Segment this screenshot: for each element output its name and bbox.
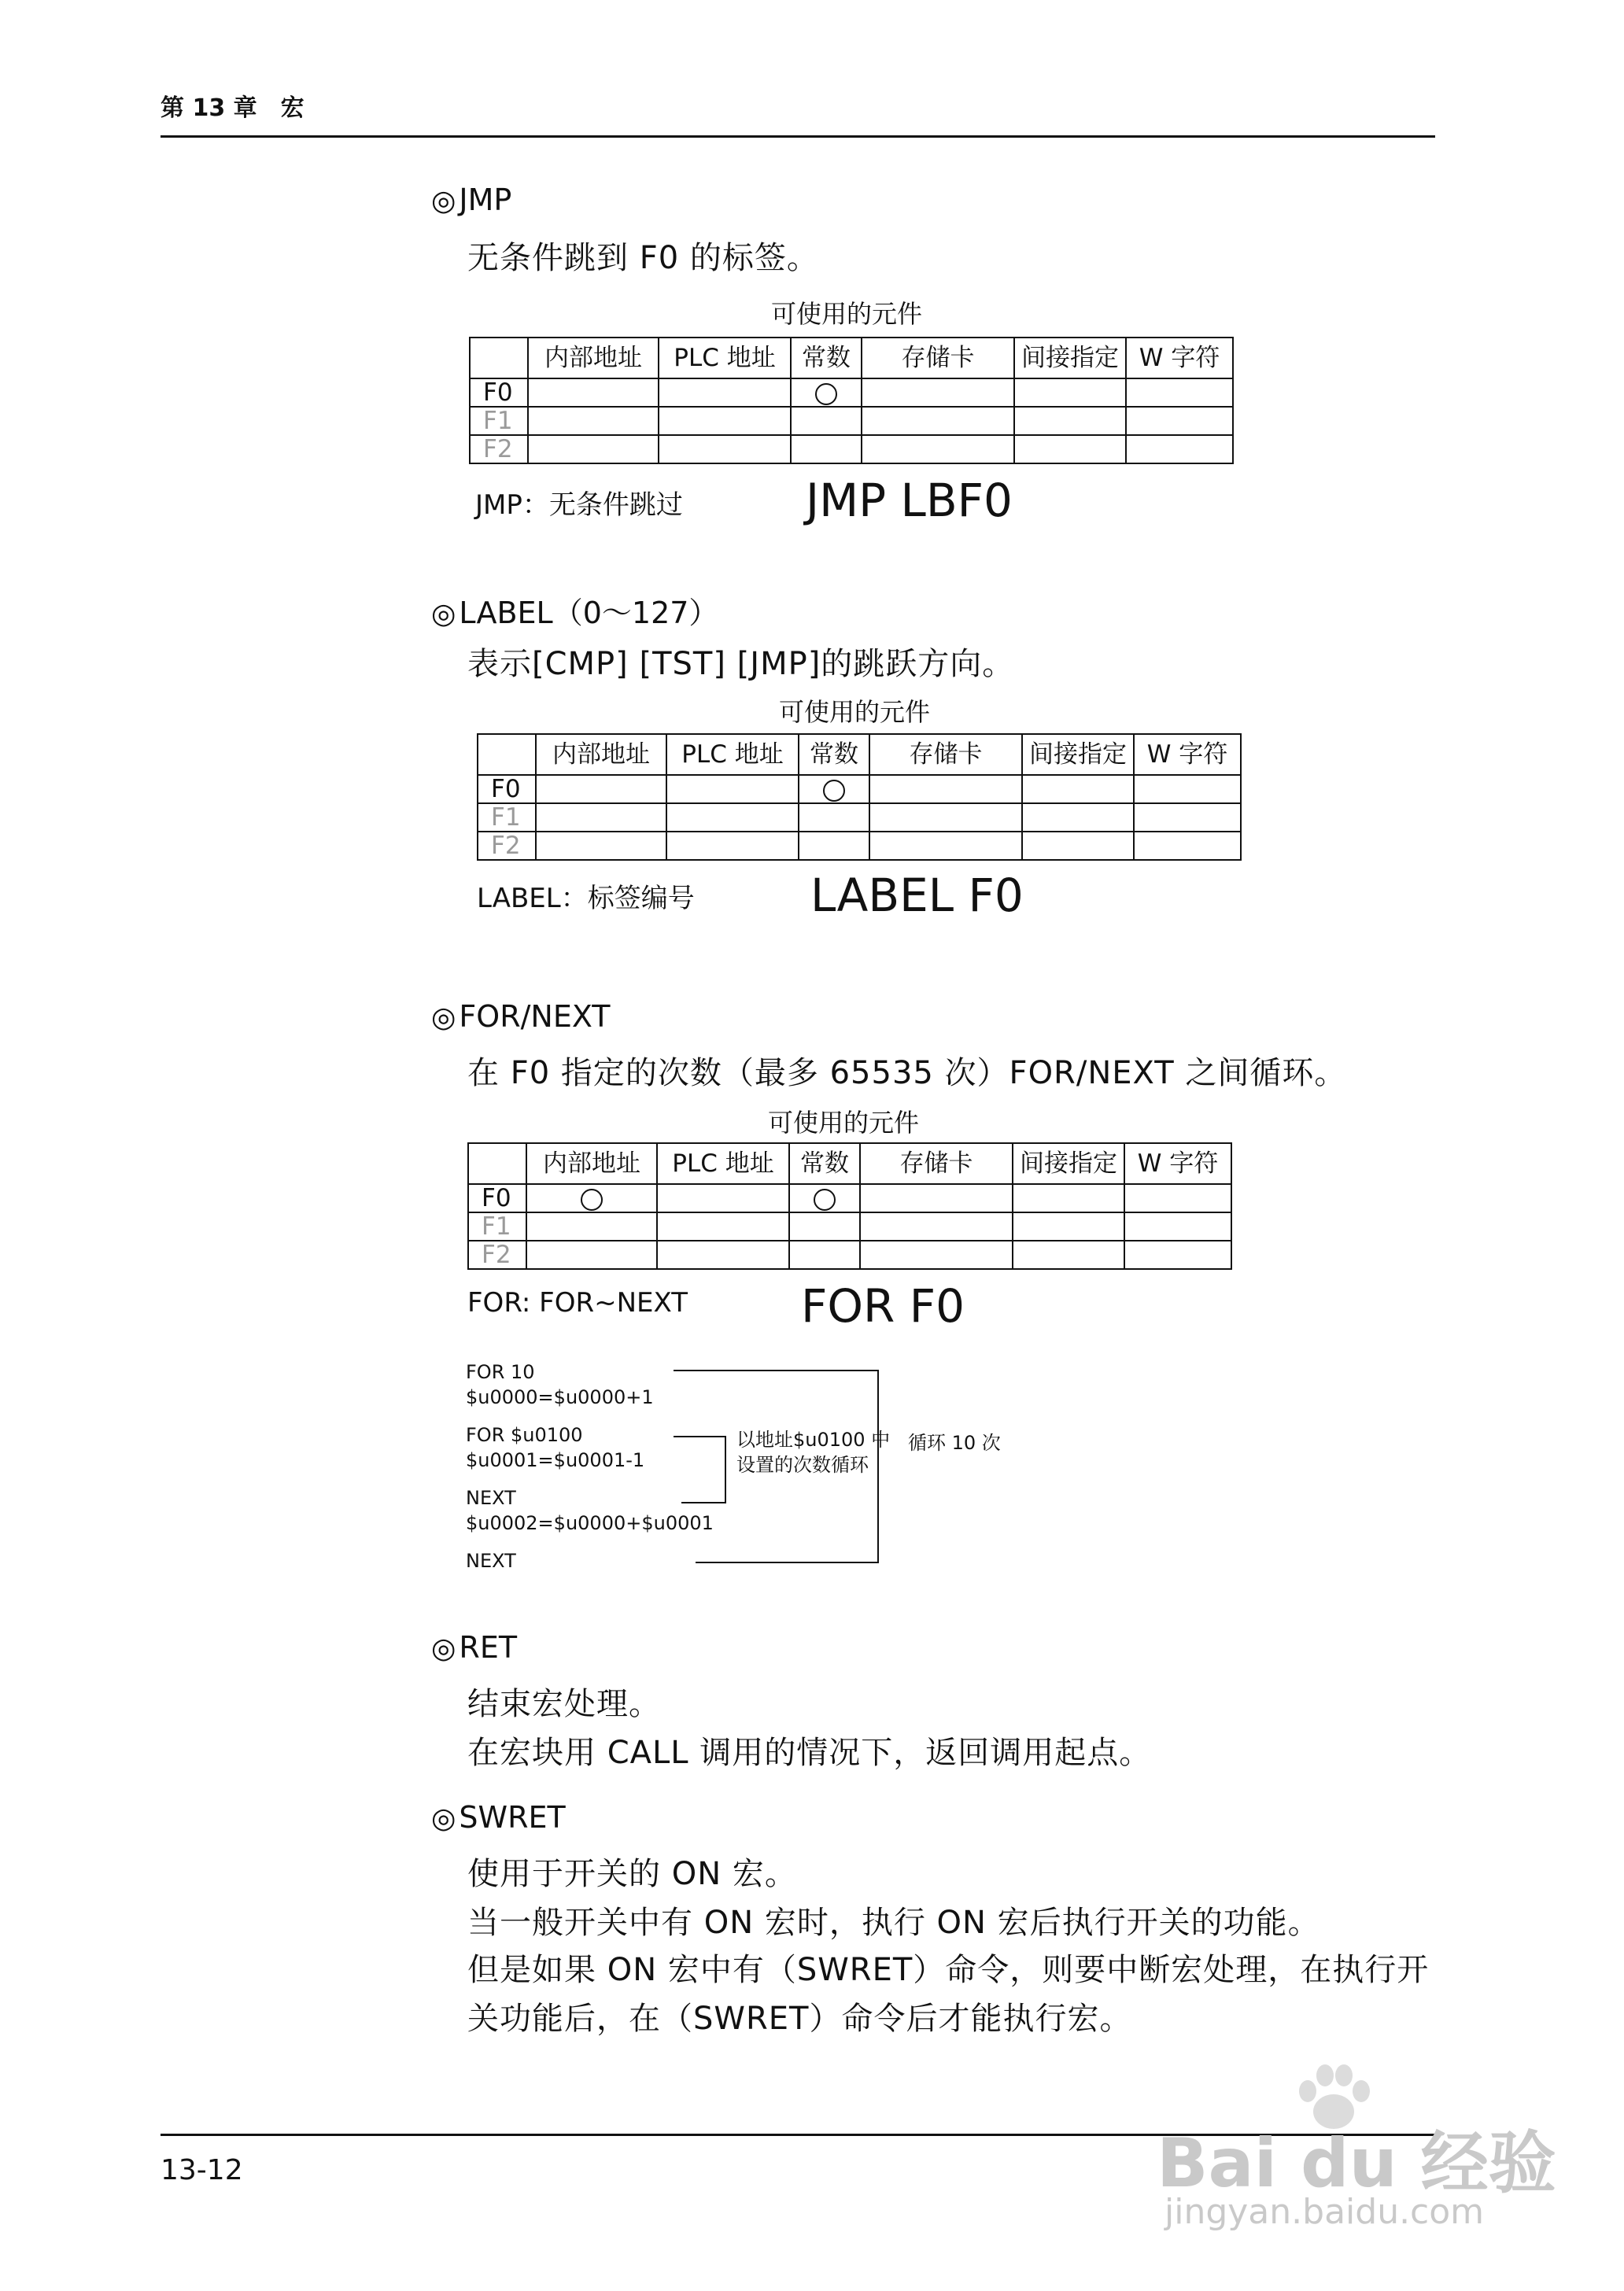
table-header-row — [468, 1143, 1231, 1184]
bullet-mark: ◎ — [431, 185, 456, 217]
section-title-label — [431, 588, 718, 632]
header-cell: 存储卡 — [862, 338, 1014, 378]
swret-line: 但是如果 ON 宏中有（SWRET）命令，则要中断宏处理，在执行开 — [467, 1952, 1430, 1988]
fornext-description: 在 F0 指定的次数（最多 65535 次）FOR/NEXT 之间循环。 — [467, 1055, 1347, 1091]
table-row — [478, 803, 1241, 832]
code-line: FOR $u0100 — [466, 1424, 583, 1446]
ret-title: RET — [459, 1630, 518, 1665]
row-label: F0 — [478, 775, 536, 803]
header-cell: PLC 地址 — [659, 338, 791, 378]
code-line: NEXT — [466, 1550, 516, 1572]
page-number: 13-12 — [161, 2154, 243, 2186]
circle-mark-icon — [823, 780, 845, 802]
jmp-title: JMP — [459, 183, 512, 217]
header-cell: 常数 — [791, 338, 862, 378]
header-cell — [478, 734, 536, 775]
header-cell: 存储卡 — [869, 734, 1022, 775]
swret-title: SWRET — [459, 1800, 566, 1835]
table-row — [468, 1184, 1231, 1212]
outer-loop-note: 循环 10 次 — [908, 1432, 1001, 1454]
header-cell: W 字符 — [1126, 338, 1233, 378]
row-label: F0 — [470, 378, 528, 407]
swret-line: 使用于开关的 ON 宏。 — [467, 1856, 797, 1892]
jmp-table-caption: 可使用的元件 — [771, 299, 923, 329]
swret-line: 当一般开关中有 ON 宏时，执行 ON 宏后执行开关的功能。 — [467, 1905, 1320, 1941]
section-title-fornext — [431, 999, 610, 1034]
row-label: F2 — [478, 832, 536, 860]
label-title: LABEL（0～127） — [459, 596, 719, 630]
label-syntax-label: LABEL：标签编号 — [477, 883, 695, 914]
header-rule — [161, 135, 1435, 138]
row-label: F2 — [470, 435, 528, 463]
inner-loop-bracket — [674, 1437, 725, 1503]
inner-loop-note-1: 以地址$u0100 中 — [736, 1429, 891, 1451]
watermark-brand: Bai du 经验 — [1157, 2124, 1556, 2203]
table-header-row — [470, 338, 1233, 378]
section-title-swret — [431, 1800, 566, 1835]
fornext-syntax: FOR F0 — [801, 1279, 965, 1333]
table-row — [470, 407, 1233, 435]
bullet-mark: ◎ — [431, 1002, 456, 1034]
ret-line: 结束宏处理。 — [467, 1686, 661, 1722]
inner-loop-note-2: 设置的次数循环 — [736, 1454, 869, 1476]
fornext-title: FOR/NEXT — [459, 999, 611, 1034]
code-line: NEXT — [466, 1487, 516, 1509]
header-cell: 常数 — [799, 734, 869, 775]
header-cell: W 字符 — [1124, 1143, 1231, 1184]
label-syntax: LABEL F0 — [810, 869, 1024, 922]
bullet-mark: ◎ — [431, 598, 456, 630]
jmp-syntax: JMP LBF0 — [806, 474, 1013, 527]
code-line: $u0000=$u0000+1 — [466, 1386, 654, 1408]
row-label: F2 — [468, 1241, 526, 1269]
header-cell — [468, 1143, 526, 1184]
fornext-syntax-label: FOR: FOR~NEXT — [467, 1287, 688, 1319]
circle-mark-icon — [814, 1189, 836, 1211]
watermark-url: jingyan.baidu.com — [1164, 2192, 1485, 2232]
jmp-description: 无条件跳到 F0 的标签。 — [467, 240, 819, 276]
table-row — [468, 1241, 1231, 1269]
row-label: F0 — [468, 1184, 526, 1212]
bullet-mark: ◎ — [431, 1802, 456, 1835]
table-row — [478, 775, 1241, 803]
chapter-header: 第 13 章 宏 — [161, 94, 304, 122]
code-line: FOR 10 — [466, 1361, 535, 1383]
section-title-jmp — [431, 183, 511, 217]
table-row — [478, 832, 1241, 860]
header-cell: W 字符 — [1134, 734, 1241, 775]
table-row — [468, 1212, 1231, 1241]
header-cell — [470, 338, 528, 378]
circle-mark-icon — [815, 383, 837, 405]
header-cell: 内部地址 — [536, 734, 666, 775]
jmp-syntax-label: JMP：无条件跳过 — [475, 489, 683, 521]
table-header-row — [478, 734, 1241, 775]
bullet-mark: ◎ — [431, 1632, 456, 1665]
fornext-table-caption: 可使用的元件 — [768, 1108, 920, 1138]
header-cell: 常数 — [789, 1143, 860, 1184]
ret-line: 在宏块用 CALL 调用的情况下，返回调用起点。 — [467, 1735, 1152, 1771]
circle-mark-icon — [581, 1189, 603, 1211]
header-cell: 内部地址 — [528, 338, 659, 378]
header-cell: 内部地址 — [526, 1143, 657, 1184]
fornext-element-table — [467, 1142, 1232, 1270]
header-cell: 间接指定 — [1022, 734, 1134, 775]
header-cell: PLC 地址 — [657, 1143, 789, 1184]
row-label: F1 — [468, 1212, 526, 1241]
row-label: F1 — [478, 803, 536, 832]
header-cell: 存储卡 — [860, 1143, 1013, 1184]
swret-line: 关功能后，在（SWRET）命令后才能执行宏。 — [467, 2001, 1132, 2037]
header-cell: PLC 地址 — [666, 734, 799, 775]
table-row — [470, 435, 1233, 463]
label-description: 表示[CMP] [TST] [JMP]的跳跃方向。 — [467, 646, 1015, 682]
row-label: F1 — [470, 407, 528, 435]
code-line: $u0001=$u0001-1 — [466, 1449, 645, 1471]
label-table-caption: 可使用的元件 — [779, 697, 931, 727]
jmp-element-table — [469, 337, 1234, 464]
section-title-ret — [431, 1630, 517, 1665]
header-cell: 间接指定 — [1013, 1143, 1124, 1184]
code-line: $u0002=$u0000+$u0001 — [466, 1512, 714, 1534]
header-cell: 间接指定 — [1014, 338, 1126, 378]
label-element-table — [477, 733, 1242, 861]
table-row — [470, 378, 1233, 407]
